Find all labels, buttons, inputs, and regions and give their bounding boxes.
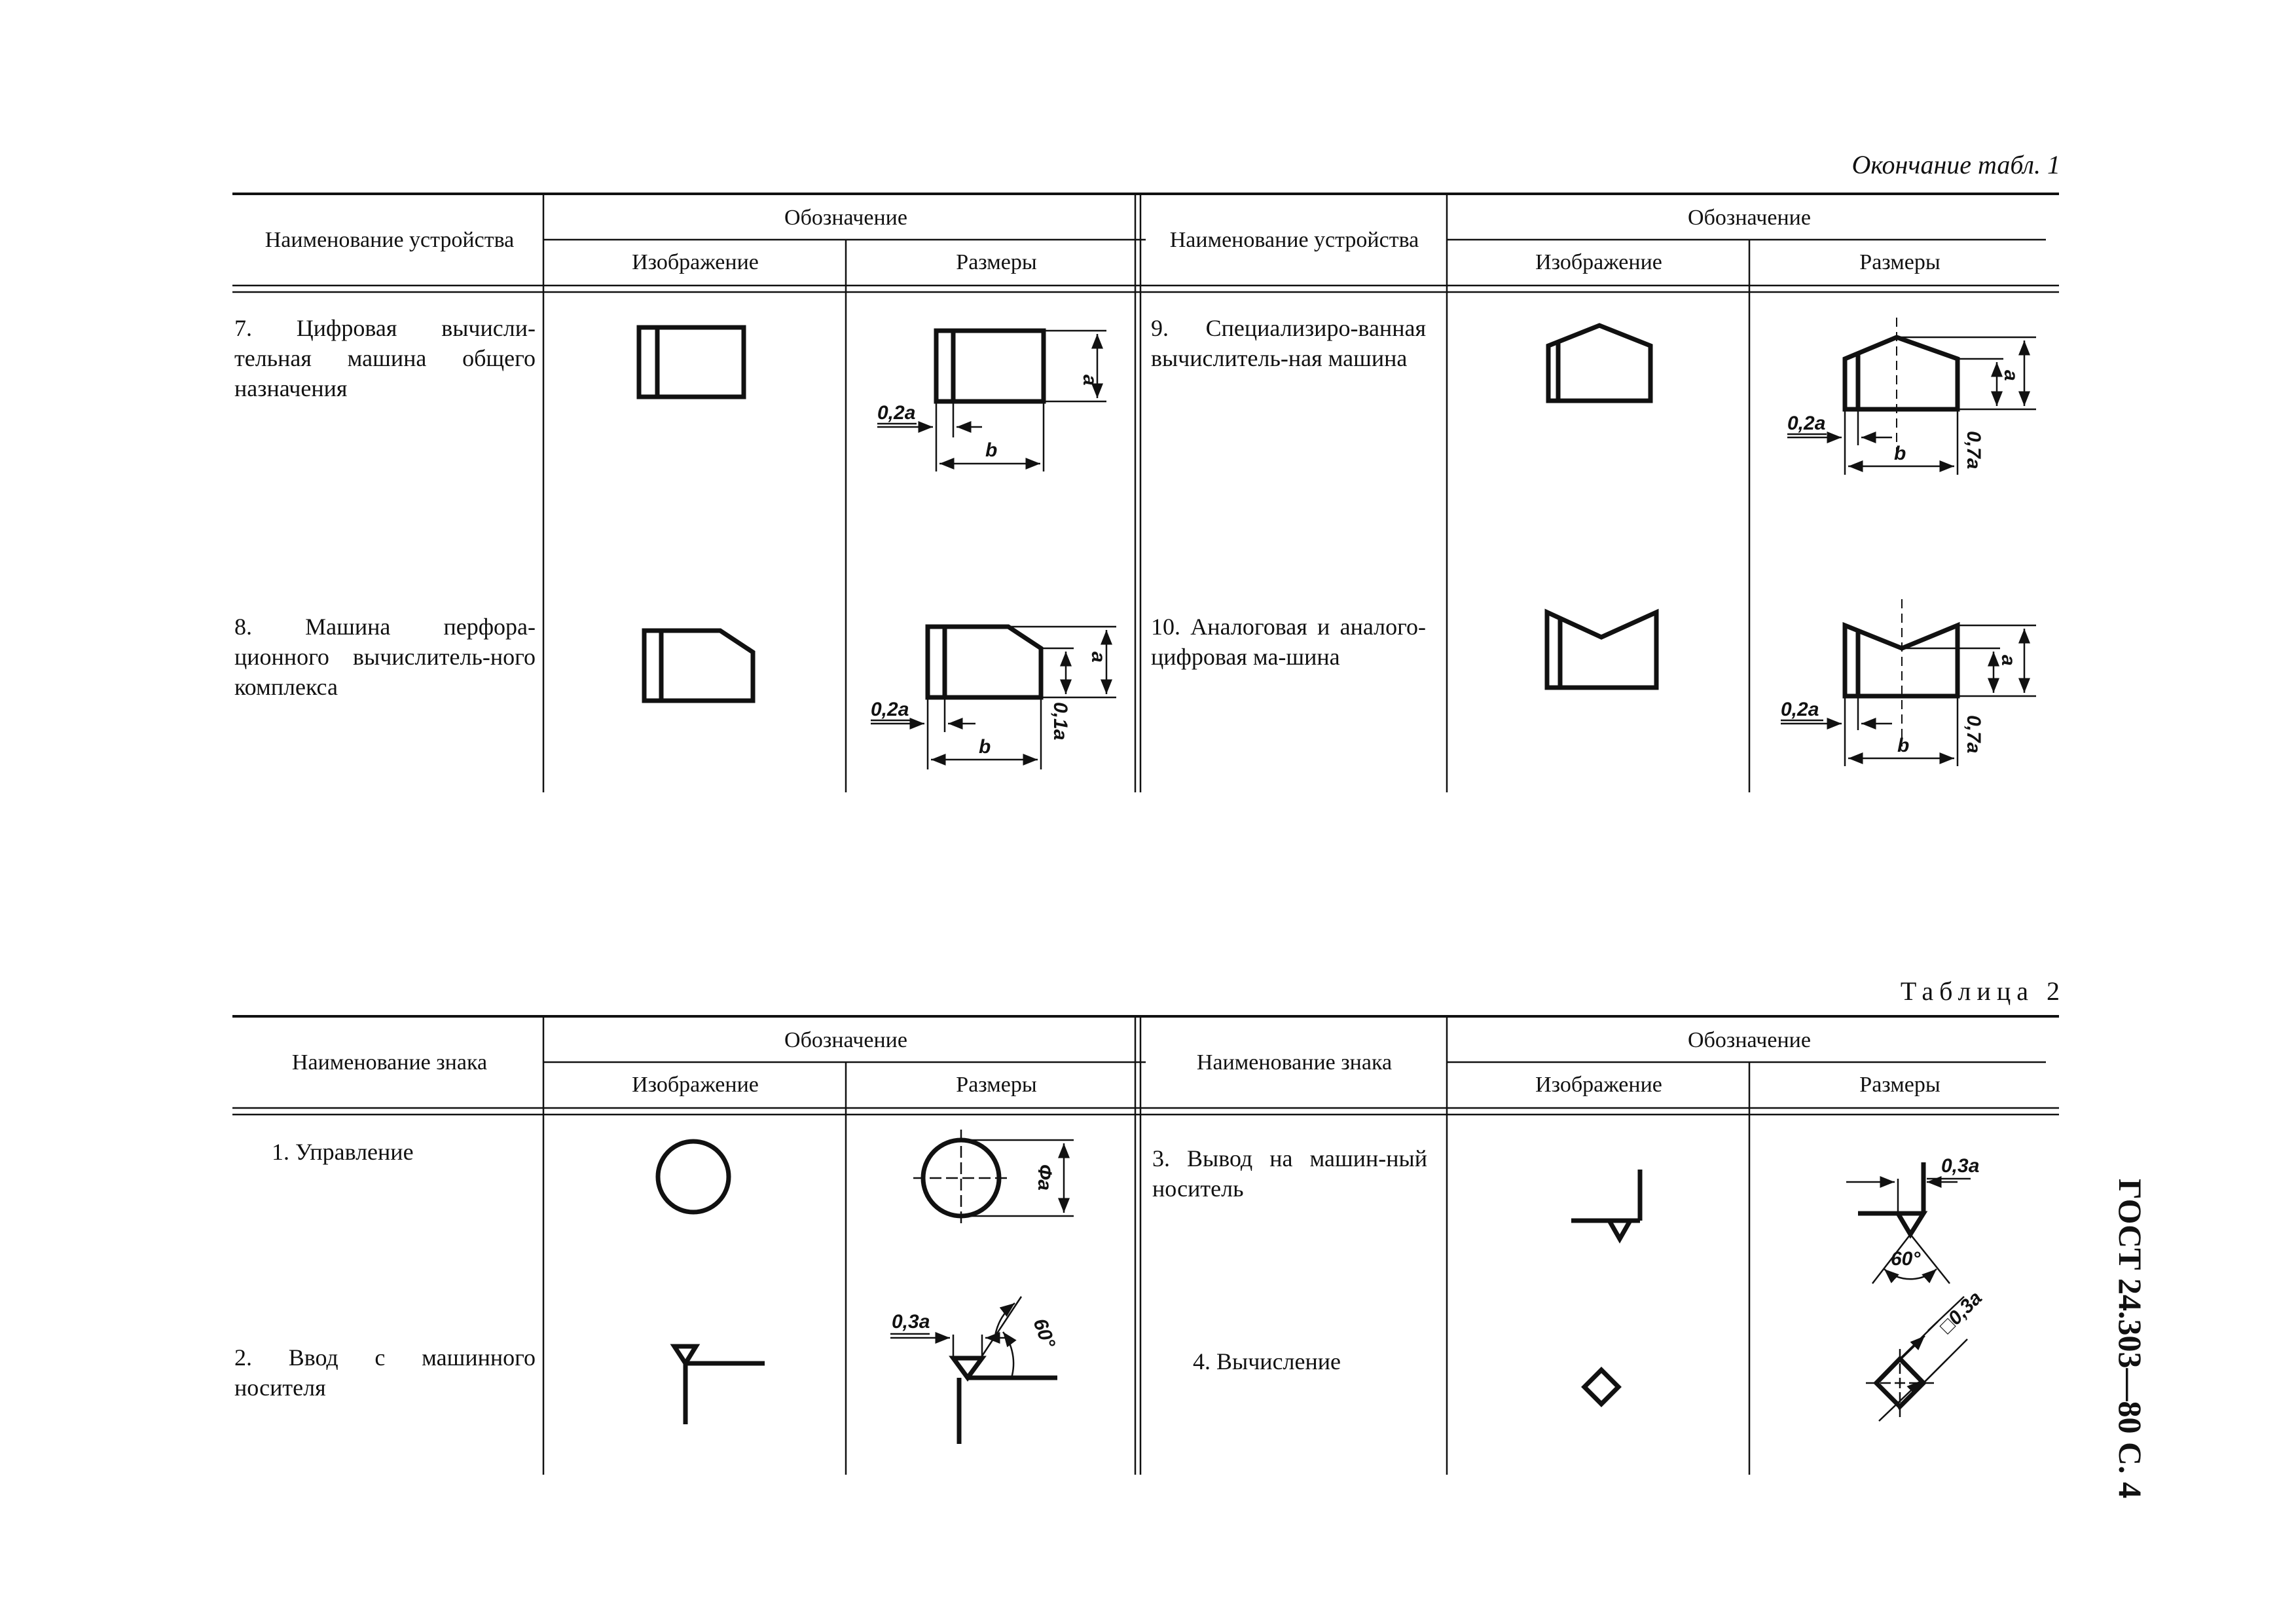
t2-row-2-image — [674, 1346, 765, 1424]
t2-row-2-name: 2. Ввод с машинного носителя — [234, 1344, 536, 1401]
t1-row-8-image — [644, 631, 753, 701]
t2-row-2-dimensions — [890, 1297, 1059, 1444]
t1-row-10-label-02a: 0,2a — [1781, 699, 1819, 720]
t2-row-4-label-03a: □0,3a — [1935, 1287, 1987, 1338]
t2-header-dimensions-right: Размеры — [1859, 1073, 1941, 1097]
t1-row-7-dimensions — [877, 331, 1106, 471]
gost-side-label: ГОСТ 24.303—80 С. 4 — [2112, 1179, 2149, 1499]
t1-row-10-dimensions — [1781, 599, 2036, 766]
t2-row-3-name: 3. Вывод на машин-ный носитель — [1152, 1145, 1427, 1202]
t1-header-dimensions-right: Размеры — [1859, 250, 1941, 274]
t1-row-8-label-02a: 0,2a — [871, 699, 909, 720]
t1-row-9-label-b: b — [1894, 443, 1906, 464]
t2-row-3-label-03a: 0,3a — [1941, 1155, 1980, 1177]
t2-row-2-label-03a: 0,3a — [892, 1311, 930, 1333]
t1-row-9-name: 9. Специализиро-ванная вычислитель-ная машина — [1151, 315, 1426, 371]
t2-row-3-label-60: 60° — [1891, 1248, 1921, 1270]
t1-row-7-label-02a: 0,2a — [877, 402, 916, 424]
t2-row-1-image — [658, 1141, 729, 1212]
t1-row-10-image — [1547, 612, 1656, 688]
t1-header-dimensions-left: Размеры — [956, 250, 1037, 274]
t2-header-image-right: Изображение — [1535, 1073, 1662, 1097]
t2-row-2-label-60: 60° — [1029, 1316, 1059, 1352]
t1-row-10-name: 10. Аналоговая и аналого-цифровая ма-шина — [1151, 614, 1426, 670]
t1-row-10-label-07a: 0,7a — [1963, 715, 1984, 754]
t2-header-designation-right: Обозначение — [1688, 1028, 1811, 1052]
t2-header-image-left: Изображение — [632, 1073, 759, 1097]
t1-row-10-label-b: b — [1897, 735, 1910, 756]
t1-header-designation-left: Обозначение — [784, 206, 907, 230]
t2-row-1-label-fa: Фa — [1034, 1164, 1055, 1191]
continuation-title: Окончание табл. 1 — [1851, 150, 2060, 179]
t2-header-name-right: Наименование знака — [1196, 1050, 1393, 1075]
t1-row-8-name: 8. Машина перфора-ционного вычислитель-ного комплекса — [234, 614, 536, 700]
t2-row-1-dimensions — [913, 1130, 1074, 1226]
t1-header-name-right: Наименование устройства — [1169, 228, 1419, 252]
t1-row-9-label-a: a — [2000, 370, 2022, 381]
table2-grid — [232, 1016, 2059, 1475]
t1-row-9-dimensions — [1787, 318, 2036, 475]
t1-row-7-image — [639, 327, 744, 397]
t1-row-9-label-02a: 0,2a — [1787, 413, 1826, 434]
t1-header-image-left: Изображение — [632, 250, 759, 274]
t2-header-designation-left: Обозначение — [784, 1028, 907, 1052]
table2-title: Таблица 2 — [1900, 976, 2066, 1006]
t2-row-1-name: 1. Управление — [272, 1139, 414, 1165]
t1-row-7-label-a: a — [1079, 375, 1101, 386]
t1-row-8-label-01a: 0,1a — [1049, 702, 1071, 741]
t1-header-name-left: Наименование устройства — [264, 228, 515, 252]
t1-row-9-image — [1548, 325, 1650, 401]
t1-row-8-label-a: a — [1087, 652, 1109, 663]
t1-row-8-dimensions — [871, 627, 1116, 769]
t2-row-4-image — [1584, 1370, 1618, 1404]
t1-row-10-label-a: a — [1997, 655, 2019, 666]
t1-row-8-label-b: b — [979, 736, 991, 758]
t1-header-designation-right: Обозначение — [1688, 206, 1811, 230]
t1-header-image-right: Изображение — [1535, 250, 1662, 274]
t2-row-4-dimensions — [1866, 1287, 1986, 1421]
t1-row-9-label-07a: 0,7a — [1963, 431, 1984, 470]
t2-header-name-left: Наименование знака — [291, 1050, 488, 1075]
t2-header-dimensions-left: Размеры — [956, 1073, 1037, 1097]
t2-row-3-image — [1571, 1170, 1640, 1239]
t2-row-3-dimensions — [1846, 1155, 1979, 1283]
t1-row-7-label-b: b — [985, 439, 998, 461]
t1-row-7-name: 7. Цифровая вычисли-тельная машина общего назначения — [234, 315, 536, 401]
t2-row-4-name: 4. Вычисление — [1193, 1348, 1341, 1375]
